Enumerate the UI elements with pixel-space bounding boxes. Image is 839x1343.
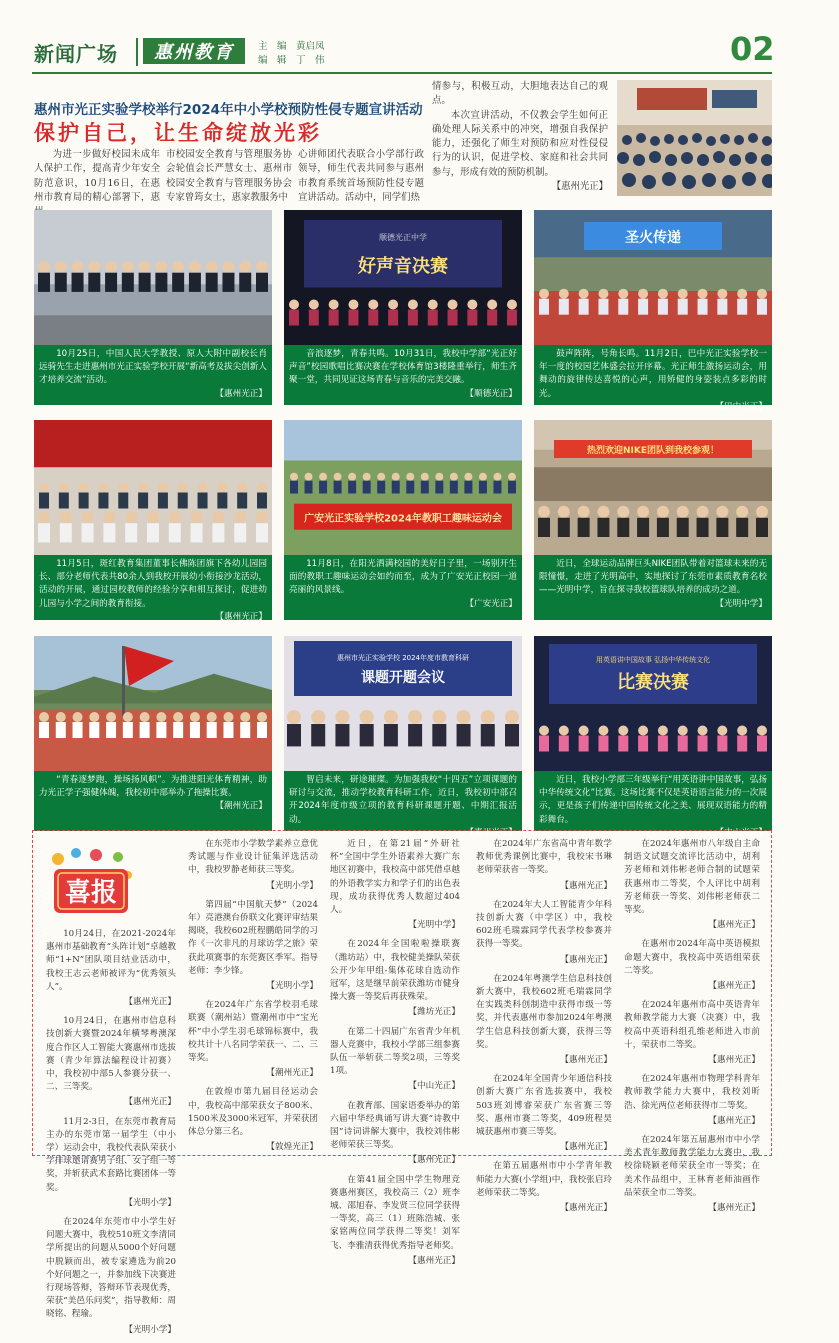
caption-credit: 【潮州光正】 <box>215 801 267 812</box>
bulletin-item: 第四届“中国航天梦”（2024年）亮港澳台侨联文化赛评审结果揭晓，我校602班程鹏皓同学的习作《一次非凡的月球访学之旅》荣获此项赛事的东莞赛区季军。指导老师：李少锋。 <box>188 899 318 976</box>
caption-text: “青春逐梦跑，操场扬风帜”。为推进阳光体育精神，助力光正学子强健体魄，我校初中部举办了拖操比赛。 <box>39 775 267 799</box>
caption-credit: 【顺德光正】 <box>465 388 517 399</box>
caption-text: 10月25日，中国人民大学教授、原人大附中副校长肖远骑先生走进惠州市光正实验学校开展“新高考及拔尖创新人才培养交流”活动。 <box>39 349 267 386</box>
caption-credit: 【广安光正】 <box>465 598 517 609</box>
bulletin-item: 在2024年粤澳学生信息科技创新大赛中，我校602班毛瑞霖同学在实践类科创制造中获得市级一等奖，并代表惠州市参加2024年粤澳学生信息科技创新大赛，获得三等奖。 <box>476 973 612 1050</box>
news-photo <box>284 636 522 771</box>
photo-caption <box>34 555 272 620</box>
bulletin-item: 在第41届全国中学生物理竞赛惠州赛区，我校高三（2）班李城、邵旭春、李发贤三位同学获得一等奖，高三（1）班陈浩城、张家铭两位同学获得二等奖！刘军飞、李雅清获得优秀指导老师奖。 <box>330 1174 460 1251</box>
stadium-banner: 圣火传递 <box>625 230 681 246</box>
bulletin-col3 <box>330 838 460 1274</box>
caption-text: 智启未来，研途璀璨。为加强我校“十四五”立项课题的研讨与交流，推动学校教育科研工作，近日，我校初中部召开2024年度市级立项的教育科研课题开题、中期汇报活动。 <box>289 775 517 825</box>
editor-chief: 主 编 黄启凤 <box>258 41 325 52</box>
bulletin-credit: 【敦煌光正】 <box>266 1142 318 1153</box>
bulletin-item: 近日，在第21届“外研社杯”全国中学生外语素养大赛广东地区初赛中，我校高中部凭借卓越的外语教学实力和学子们的出色表现，成功获得优秀人数超过404人。 <box>330 839 460 916</box>
editor-name: 编 辑 丁 伟 <box>258 55 325 66</box>
news-photo <box>534 636 772 771</box>
photo-caption <box>34 771 272 831</box>
photo-caption <box>534 345 772 412</box>
caption-credit: 【惠州光正】 <box>215 388 267 399</box>
bulletin-credit: 【惠州光正】 <box>408 1255 460 1266</box>
editor-credits <box>258 40 325 68</box>
photo-caption <box>284 555 522 620</box>
bulletin-credit: 【惠州光正】 <box>708 920 760 931</box>
building-banner-text: 热烈欢迎NIKE团队到我校参观！ <box>586 446 720 456</box>
bulletin-item: 在2024年广东省高中青年数学教师优秀课例比赛中，我校宋书琳老师荣获省一等奖。 <box>476 839 612 876</box>
bulletin-credit: 【中山光正】 <box>408 1081 460 1092</box>
bulletin-credit: 【惠州光正】 <box>708 1115 760 1126</box>
photo-caption <box>534 555 772 620</box>
bulletin-item: 在2024年惠州市高中英语青年教师教学能力大赛（决赛）中，我校高中英语科组孔维老师进入市前十，荣获市二等奖。 <box>624 1000 760 1050</box>
news-photo <box>34 420 272 555</box>
bulletin-credit: 【惠州光正】 <box>708 981 760 992</box>
news-photo <box>534 210 772 345</box>
photo-caption <box>534 771 772 838</box>
caption-credit: 【光明中学】 <box>715 598 767 609</box>
news-photo <box>34 210 272 345</box>
bulletin-credit: 【惠州光正】 <box>408 1155 460 1166</box>
bulletin-credit: 【光明中学】 <box>408 920 460 931</box>
masthead-logo: 惠州教育 <box>143 38 245 64</box>
header-rule <box>32 72 772 74</box>
lead-photo <box>617 80 772 196</box>
bulletin-item: 11月2-3日，在东莞市教育局主办的东莞市第一届学生（中小学）运动会中，我校代表队荣获小学排球邀请赛男子组、女子组一等奖，并斩获武术套路比赛团体一等奖。 <box>46 1116 176 1193</box>
bulletin-item: 在敦煌市第九届目径运动会中，我校高中部荣获女子800米、1500米及3000米冠军，并荣获团体总分第三名。 <box>188 1087 318 1138</box>
caption-text: 音浪逐梦，青春共鸣。10月31日，我校中学部“光正好声音”校园歌唱比赛决赛在学校体育馆3楼隆重举行，师生齐聚一堂，共同见证这场青春与音乐的完美交融。 <box>289 349 517 386</box>
xibao-badge <box>46 845 136 925</box>
bulletin-item: 在东莞市小学数学素养立意优秀试题与作业设计征集评选活动中，我校罗静老师获三等奖。 <box>188 839 318 876</box>
bulletin-item: 在2024年大人工智能青少年科技创新大赛（中学区）中，我校602班毛瑞霖同学代表学校参赛并获得一等奖。 <box>476 899 612 950</box>
news-photo <box>534 420 772 555</box>
bulletin-item: 在2024年广东省学校羽毛球联赛（潮州站）暨潮州市中“宝光杯”中小学生羽毛球锦标赛中，我校共计十八名同学荣获一、二、三等奖。 <box>188 1000 318 1064</box>
bulletin-credit: 【惠州光正】 <box>124 997 176 1008</box>
bulletin-item: 在第二十四届广东省青少年机器人竞赛中，我校小学部三组参赛队伍一举斩获二等奖2项，三等奖1项。 <box>330 1026 460 1077</box>
bulletin-credit: 【惠州光正】 <box>560 1142 612 1153</box>
conference-subtitle: 惠州市光正实验学校 2024年度市教育科研 <box>336 654 470 662</box>
bulletin-item: 在第五届惠州市中小学青年教师能力大赛(小学组)中，我校张启玲老师荣获二等奖。 <box>476 1161 612 1198</box>
bulletin-credit: 【潮州光正】 <box>266 1068 318 1079</box>
news-photo <box>284 210 522 345</box>
bulletin-credit: 【惠州光正】 <box>708 1055 760 1066</box>
section-title: 新闻广场 <box>34 42 118 66</box>
bulletin-col2 <box>188 838 318 1160</box>
bulletin-item: 在2024年东莞市中小学生好问题大赛中，我校510班文李清同学所提出的问题从5000个好问题中脱颖而出，被专家遴选为前20个好问题之一，并参加线下决赛进行现场答辩，答辩环节表现优秀，荣获“美邑乐问奖”，指导教师：周晓铭、程瑜。 <box>46 1217 176 1320</box>
caption-text: 近日，我校小学部三年级举行“用英语讲中国故事，弘扬中华传统文化”比赛。这场比赛不仅是英语语言能力的一次展示，更是孩子们传递中国传统文化之美、展现双语能力的精彩舞台。 <box>539 775 767 825</box>
lead-headline: 保护自己，让生命绽放光彩 <box>34 121 322 145</box>
photo-caption <box>284 345 522 405</box>
bulletin-col1 <box>46 928 176 1343</box>
bulletin-credit: 【惠州光正】 <box>124 1097 176 1108</box>
bulletin-item: 在2024年第五届惠州市中小学美术青年教师教学能力大赛中，我校徐晓颖老师荣获全市一等奖；在美术作品组中，王林育老师油画作品荣获全市二等奖。 <box>624 1135 760 1198</box>
logo-divider <box>136 38 138 66</box>
bulletin-credit: 【惠州光正】 <box>560 1055 612 1066</box>
lead-col-4: 情参与，积极互动，大胆地表达自己的观点。 本次宣讲活动，不仅教会学生如何正确处理人际关系中的冲突，增强自我保护能力，还强化了师生对预防和应对性侵侵行为的认识，促进学校、家庭和社会共同参与，形成有效的预防机制。 【惠州光正】 <box>432 80 608 194</box>
photo-caption <box>284 771 522 838</box>
bulletin-credit: 【光明小学】 <box>124 1324 176 1335</box>
caption-credit: 【中山光正】 <box>715 827 767 838</box>
photo-caption <box>34 345 272 405</box>
bulletin-credit: 【惠州光正】 <box>708 1203 760 1214</box>
lead-col-2: 市校园安全教育与管理服务协会轮值会长严慧女士、惠州市校园安全教育与管理服务协会专家曾筠女士，惠家教服务中 <box>166 149 292 203</box>
bulletin-item: 10月24日，在惠州市信息科技创新大赛暨2024年横琴粤澳深度合作区人工智能大赛惠州市选拔赛（青少年算法编程设计初赛）中，我校初中部5人参赛分获一、二、三等奖。 <box>46 1016 176 1093</box>
caption-credit: 【惠州光正】 <box>465 827 517 838</box>
lead-kicker: 惠州市光正实验学校举行2024年中小学校预防性侵专题宣讲活动 <box>34 102 423 118</box>
page-number: 02 <box>730 30 775 68</box>
bulletin-credit: 【光明小学】 <box>266 880 318 891</box>
caption-text: 鼓声阵阵，号角长鸣。11月2日，巴中光正实验学校一年一度的校园艺体盛会拉开序幕。光正师生激扬运动会，用舞动的旋律传达喜悦的心声，用矫健的身姿装点多彩的时光。 <box>539 349 767 399</box>
caption-text: 11月8日，在阳光洒满校园的美好日子里，一场别开生面的教职工趣味运动会如约而至，成为了广安光正校园一道亮丽的风景线。 <box>289 559 517 596</box>
lead-col-1: 为进一步做好校园未成年人保护工作，提高青少年安全防范意识，10月16日，在惠州市教育局的精心部署下，惠 <box>34 149 160 203</box>
xibao-text: 喜报 <box>64 878 118 908</box>
bulletin-credit: 【惠州光正】 <box>560 954 612 965</box>
caption-text: 近日，全球运动品牌巨头NIKE团队带着对篮球未来的无限憧憬，走进了光明高中，实地探讨了东莞市素质教育名校——光明中学，旨在探寻我校篮球队培养的成功之道。 <box>539 559 767 596</box>
caption-credit: 【巴中光正】 <box>715 401 767 412</box>
conference-title: 课题开题会议 <box>361 670 445 686</box>
bulletin-credit: 【惠州光正】 <box>560 880 612 891</box>
news-photo <box>284 420 522 555</box>
bulletin-credit: 【光明小学】 <box>266 981 318 992</box>
bulletin-credit: 【光明小学】 <box>124 1197 176 1208</box>
bulletin-credit: 【惠州光正】 <box>560 1203 612 1214</box>
bulletin-col5 <box>624 838 760 1221</box>
stage-title: 好声音决赛 <box>358 256 448 277</box>
bulletin-item: 在2024年全国啦啦操联赛（潍坊站）中，我校健美操队荣获公开少年甲组-集体花球自选动作冠军，这是继早前荣获潍坊市健身操大赛一等奖后再获殊荣。 <box>330 939 460 1003</box>
bulletin-item: 在教育部、国家语委举办的第六届中华经典诵写讲大赛“诗教中国”诗词讲解大赛中，我校刘伟彬老师荣获三等奖。 <box>330 1100 460 1151</box>
caption-text: 11月5日，斑红教育集团董事长佛陈团旗下各幼儿园园长、部分老师代表共80余人到我校开展幼小衔接沙龙活动，活动的开展，通过园校教师的经验分享和相互探讨，促进幼儿园与小学之间的教育衔接。 <box>39 559 267 609</box>
caption-credit: 【惠州光正】 <box>215 611 267 622</box>
stage-subtitle: 顺德光正中学 <box>379 233 427 242</box>
lead-col-3: 心讲师团代表联合小学部行政领导，师生代表共同参与惠州市教育系统首场预防性侵专题宣讲活动。活动中，同学们热 <box>298 149 424 203</box>
bulletin-item: 在2024年惠州市物理学科青年教师教学能力大赛中，我校刘昕浩、徐光两位老师获得市二等奖。 <box>624 1074 760 1111</box>
lead-credit: 【惠州光正】 <box>551 181 608 193</box>
bulletin-item: 在惠州市2024年高中英语模拟命题大赛中，我校高中英语组荣获二等奖。 <box>624 939 760 976</box>
crowd-banner: 广安光正实验学校2024年教职工趣味运动会 <box>304 513 502 525</box>
kids-stage-title: 比赛决赛 <box>617 672 689 693</box>
bulletin-item: 10月24日，在2021-2024年惠州市基础教育“头阵计划”卓越教师“1+N”团队项目结业活动中，我校王志云老师被评为“优秀领头人”。 <box>46 929 176 992</box>
bulletin-item: 在2024年全国青少年通信科技创新大赛广东省选拔赛中，我校503班刘博睿荣获广东省赛三等奖、惠州市赛二等奖，409班程昊城获惠州市赛三等奖。 <box>476 1074 612 1138</box>
bulletin-col4 <box>476 838 612 1221</box>
bulletin-item: 在2024年惠州市八年级自主命制语文试题交流评比活动中，胡利芳老师和刘伟彬老师合制的试题荣获惠州市二等奖，个人评比中胡利芳老师获一等奖、刘伟彬老师获二等奖。 <box>624 839 760 916</box>
news-photo <box>34 636 272 771</box>
kids-stage-subtitle: 用英语讲中国故事 弘扬中华传统文化 <box>595 656 711 664</box>
bulletin-credit: 【潍坊光正】 <box>408 1007 460 1018</box>
